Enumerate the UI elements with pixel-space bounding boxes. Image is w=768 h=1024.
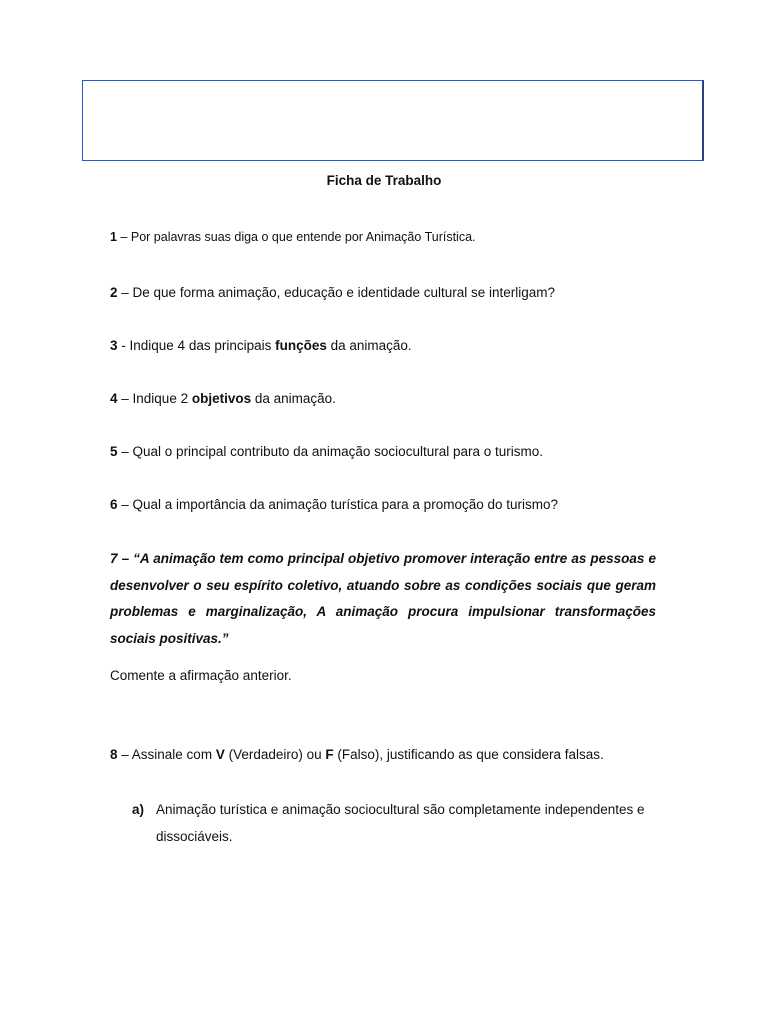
question-number: 8 [110,747,118,762]
question-number: 4 [110,391,118,406]
false-marker: F [325,747,334,762]
question-number: 3 [110,338,118,353]
true-marker: V [215,747,225,762]
question-text-post: da animação. [251,391,336,406]
question-text-post: da animação. [326,338,412,353]
question-6 [110,496,656,514]
question-text-pre: Indique 2 [132,391,192,406]
question-2 [110,284,656,302]
question-separator: – [117,444,133,459]
question-text: Qual o principal contributo da animação sociocultural para o turismo. [132,444,543,459]
question-3 [110,337,656,355]
question-separator: – [116,230,131,244]
list-item [132,796,662,850]
question-separator: – [117,391,133,406]
question-number: 5 [110,444,118,459]
document-title: Ficha de Trabalho [326,173,442,188]
question-text-pre: Assinale com [131,747,216,762]
question-number: 7 [110,551,118,566]
question-text: Qual a importância da animação turística para a promoção do turismo? [132,497,558,512]
question-text: De que forma animação, educação e identidade cultural se interligam? [132,285,556,300]
list-item-marker: a) [132,802,145,817]
quote-text: “A animação tem como principal objetivo promover interação entre as pessoas e desenvolver o seu espírito coletivo, atuando sobre as condições sociais que geram problemas e marginalização, A animação procura impulsionar transformações sociais positivas.” [110,551,657,647]
question-separator: - [117,338,130,353]
question-text-bold: objetivos [191,391,252,406]
question-separator: – [117,551,134,566]
question-7-quote [110,546,656,653]
question-text-pre: Indique 4 das principais [129,338,276,353]
question-number: 2 [110,285,118,300]
question-7-comment: Comente a afirmação anterior. [110,668,292,683]
question-number: 6 [110,497,118,512]
question-text-post: (Falso), justificando as que considera falsas. [333,747,604,762]
question-8 [110,746,656,764]
question-text-mid: (Verdadeiro) ou [224,747,326,762]
question-separator: – [117,285,133,300]
question-4 [110,390,656,408]
header-box [82,80,704,161]
question-separator: – [117,747,132,762]
question-number: 1 [110,230,117,244]
list-item-text: Animação turística e animação sociocultural são completamente independentes e dissociáveis. [156,802,645,844]
question-text-bold: funções [275,338,327,353]
question-1 [110,228,656,246]
question-separator: – [117,497,133,512]
question-5 [110,443,656,461]
question-text: Por palavras suas diga o que entende por Animação Turística. [130,230,476,244]
